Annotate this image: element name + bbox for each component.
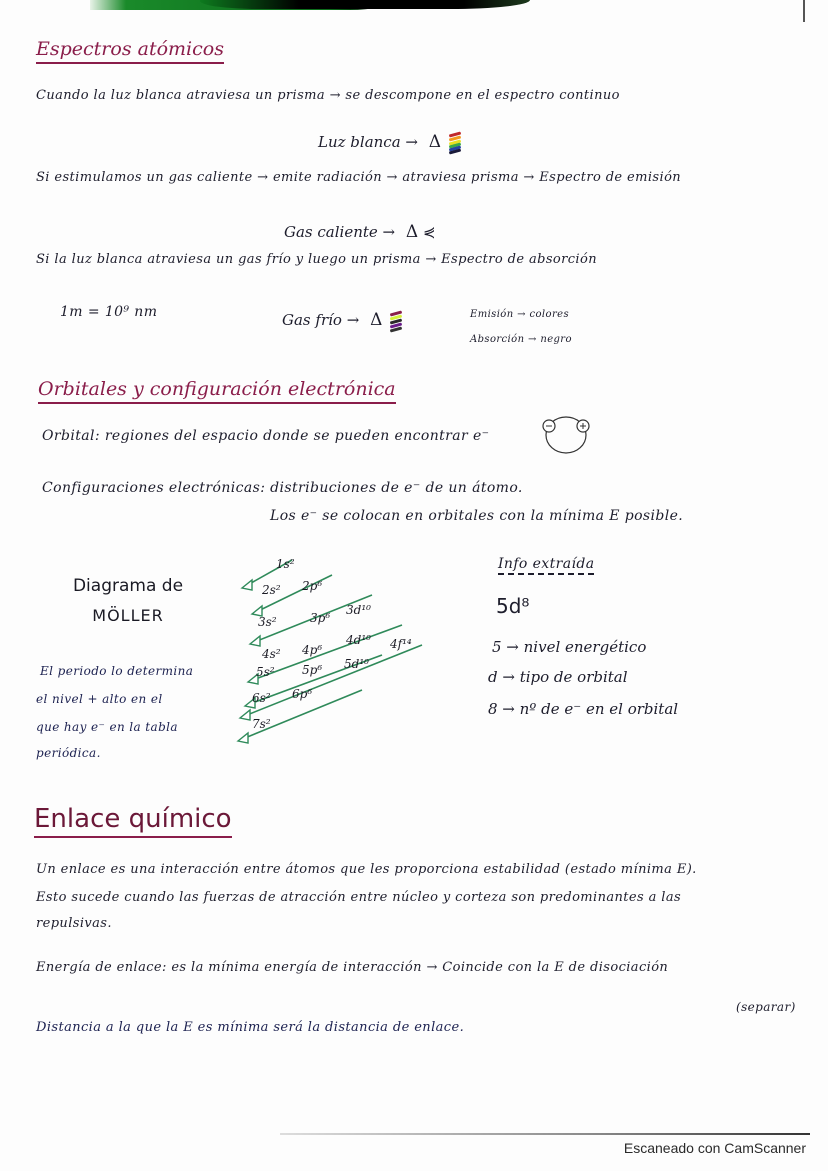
info-item-tipo: d → tipo de orbital [488, 668, 628, 686]
heading-text: Orbitales y configuración electrónica [38, 378, 396, 404]
prism-icon: Δ [370, 310, 383, 330]
heading-orbitales-configuracion [38, 378, 396, 404]
energia-separar-note: (separar) [736, 1000, 796, 1014]
enlace-para-line2: Esto sucede cuando las fuerzas de atracción entre núcleo y corteza son predominantes a las [36, 890, 682, 905]
period-note-2: el nivel + alto en el [36, 692, 163, 706]
diagram-title-line1: Diagrama de [72, 576, 184, 596]
moller-3s: 3s² [258, 615, 277, 629]
luz-blanca-label: Luz blanca → [318, 133, 418, 151]
gas-frio-label: Gas frío → [282, 311, 360, 329]
moller-4p: 4p⁶ [302, 643, 323, 657]
moller-diagonal-diagram [232, 555, 432, 755]
orbital-definition: Orbital: regiones del espacio donde se pueden encontrar e⁻ [42, 428, 490, 444]
moller-6s: 6s² [252, 691, 271, 705]
moller-5d: 5d¹⁰ [344, 657, 369, 671]
moller-2p: 2p⁶ [302, 579, 323, 593]
info-example-5d8: 5d⁸ [496, 594, 530, 618]
scan-top-shadow-dark [200, 0, 530, 9]
enlace-para-line1: Un enlace es una interacción entre átomos que les proporciona estabilidad (estado mínima E). [36, 862, 697, 877]
moller-7s: 7s² [252, 717, 271, 731]
luz-blanca-diagram [318, 132, 465, 154]
enlace-para-line3: repulsivas. [36, 916, 112, 931]
moller-4f: 4f¹⁴ [390, 637, 412, 651]
moller-3p: 3p⁶ [310, 611, 331, 625]
page-edge-mark [803, 0, 805, 22]
moller-4s: 4s² [262, 647, 281, 661]
legend-emision: Emisión → colores [470, 309, 569, 320]
period-note-3: que hay e⁻ en la tabla [36, 720, 178, 734]
info-title-text: Info extraída [498, 556, 594, 575]
emission-lines-icon: ⋞ [422, 223, 436, 241]
info-extraida-title [498, 556, 594, 572]
heading-text: Enlace químico [34, 804, 232, 838]
moller-6p: 6p⁶ [292, 687, 313, 701]
diagram-title-line2: MÖLLER [92, 606, 164, 625]
moller-5p: 5p⁶ [302, 663, 323, 677]
distancia-enlace-line: Distancia a la que la E es mínima será la distancia de enlace. [36, 1020, 465, 1035]
atom-orbital-icon [538, 413, 598, 459]
heading-espectros-atomicos [36, 38, 224, 64]
period-note-4: periódica. [36, 746, 101, 760]
gas-frio-diagram [282, 310, 406, 332]
moller-3d: 3d¹⁰ [346, 603, 371, 617]
text-gas-caliente-emision: Si estimulamos un gas caliente → emite radiación → atraviesa prisma → Espectro de emisión [36, 170, 682, 185]
continuous-spectrum-icon [449, 132, 465, 154]
unit-conversion-note: 1m = 10⁹ nm [60, 304, 158, 320]
config-definition: Configuraciones electrónicas: distribuciones de e⁻ de un átomo. [42, 480, 523, 496]
moller-5s: 5s² [256, 665, 275, 679]
prism-icon: Δ [428, 132, 442, 152]
config-min-energy-note: Los e⁻ se colocan en orbitales con la mínima E posible. [270, 508, 684, 524]
text-luz-blanca-prisma: Cuando la luz blanca atraviesa un prisma → se descompone en el espectro continuo [36, 88, 620, 103]
moller-2s: 2s² [262, 583, 281, 597]
info-item-nivel: 5 → nivel energético [492, 638, 647, 656]
absorption-spectrum-icon [390, 310, 406, 332]
period-note-1: El periodo lo determina [40, 664, 194, 678]
heading-text: Espectros atómicos [36, 38, 224, 64]
energia-enlace-line: Energía de enlace: es la mínima energía de interacción → Coincide con la E de disociación [36, 960, 669, 975]
gas-caliente-diagram [284, 222, 436, 242]
text-gas-frio-absorcion: Si la luz blanca atraviesa un gas frío y luego un prisma → Espectro de absorción [36, 252, 597, 267]
info-item-electrones: 8 → nº de e⁻ en el orbital [488, 700, 679, 718]
moller-diagram-title [58, 576, 198, 625]
moller-1s: 1s² [276, 557, 295, 571]
camscanner-watermark: Escaneado con CamScanner [623, 1140, 806, 1156]
gas-caliente-label: Gas caliente → [284, 223, 396, 241]
prism-icon: Δ [405, 222, 419, 242]
scan-bottom-edge [280, 1133, 810, 1135]
heading-enlace-quimico [34, 804, 232, 838]
moller-4d: 4d¹⁰ [346, 633, 371, 647]
legend-absorcion: Absorción → negro [470, 334, 572, 345]
